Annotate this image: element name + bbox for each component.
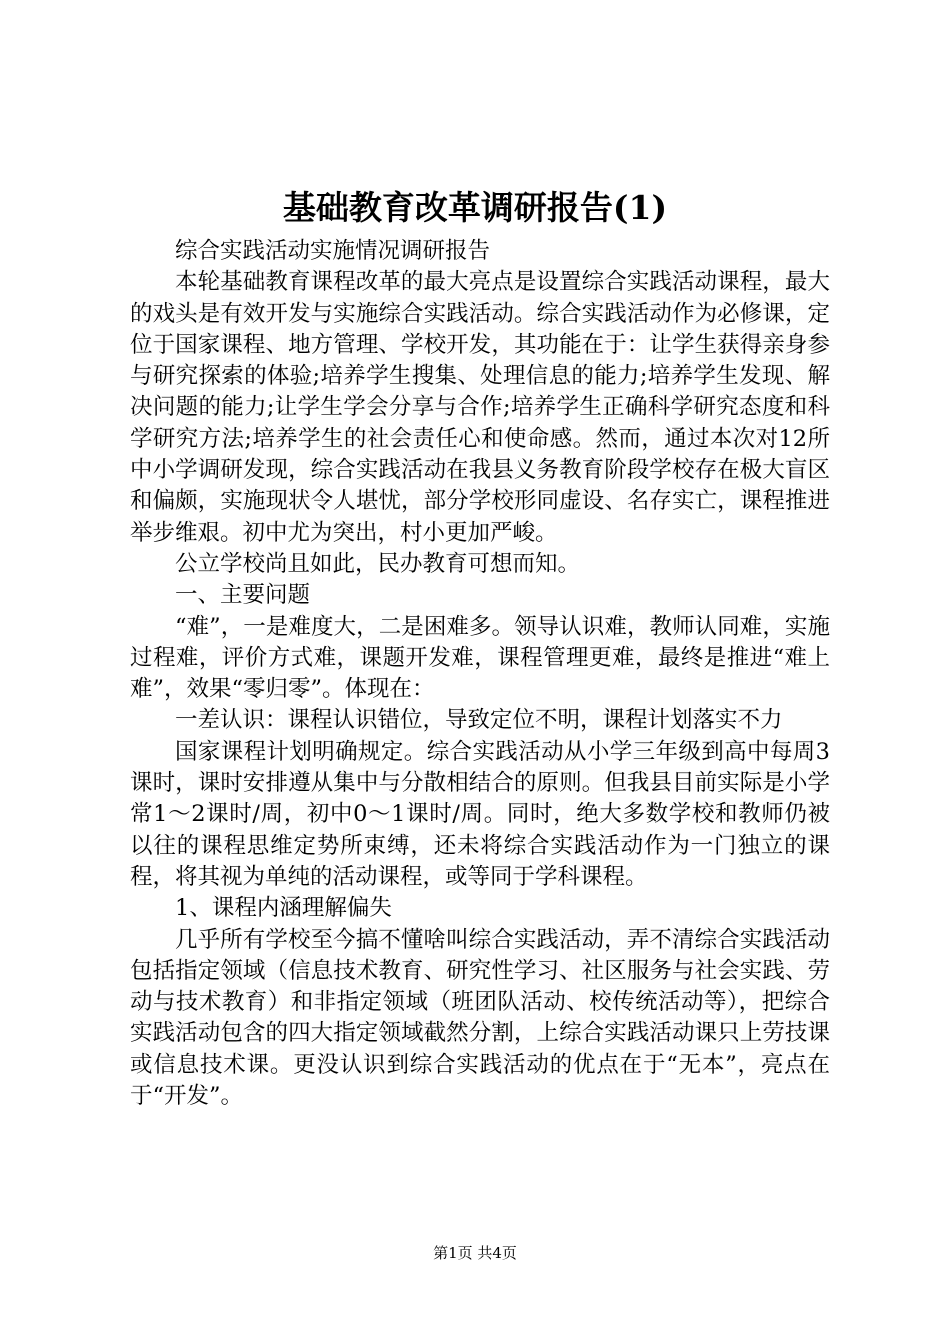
page-footer: 第1页 共4页 bbox=[433, 1244, 517, 1262]
body-paragraph: “难”，一是难度大，二是困难多。领导认识难，教师认同难，实施过程难，评价方式难，课题开发难，课程管理更难，最终是推进“难上难”，效果“零归零”。体现在： bbox=[130, 613, 830, 703]
subsection-heading: 1、课程内涵理解偏失 bbox=[175, 895, 392, 922]
subsection-heading: 一差认识：课程认识错位，导致定位不明，课程计划落实不力 bbox=[175, 707, 783, 734]
document-body bbox=[130, 236, 830, 1112]
body-paragraph: 几乎所有学校至今搞不懂啥叫综合实践活动，弄不清综合实践活动包括指定领域（信息技术教育、研究性学习、社区服务与社会实践、劳动与技术教育）和非指定领域（班团队活动、校传统活动等），把综合实践活动包含的四大指定领域截然分割，上综合实践活动课只上劳技课或信息技术课。更没认识到综合实践活动的优点在于“无本”，亮点在于“开发”。 bbox=[130, 926, 830, 1110]
section-heading: 一、主要问题 bbox=[175, 582, 311, 609]
report-subtitle: 综合实践活动实施情况调研报告 bbox=[175, 238, 491, 264]
body-paragraph: 公立学校尚且如此，民办教育可想而知。 bbox=[175, 550, 581, 577]
body-paragraph: 本轮基础教育课程改革的最大亮点是设置综合实践活动课程，最大的戏头是有效开发与实施综合实践活动。综合实践活动作为必修课，定位于国家课程、地方管理、学校开发，其功能在于：让学生获得亲身参与研究探索的体验;培养学生搜集、处理信息的能力;培养学生发现、解决问题的能力;让学生学会分享与合作;培养学生正确科学研究态度和科学研究方法;培养学生的社会责任心和使命感。然而，通过本次对12所中小学调研发现，综合实践活动在我县义务教育阶段学校存在极大盲区和偏颇，实施现状令人堪忧，部分学校形同虚设、名存实亡，课程推进举步维艰。初中尤为突出，村小更加严峻。 bbox=[130, 269, 830, 546]
body-paragraph: 国家课程计划明确规定。综合实践活动从小学三年级到高中每周3课时，课时安排遵从集中与分散相结合的原则。但我县目前实际是小学常1～2课时/周，初中0～1课时/周。同时，绝大多数学校和教师仍被以往的课程思维定势所束缚，还未将综合实践活动作为一门独立的课程，将其视为单纯的活动课程，或等同于学科课程。 bbox=[130, 738, 830, 890]
document-title: 基础教育改革调研报告(1) bbox=[282, 188, 668, 227]
